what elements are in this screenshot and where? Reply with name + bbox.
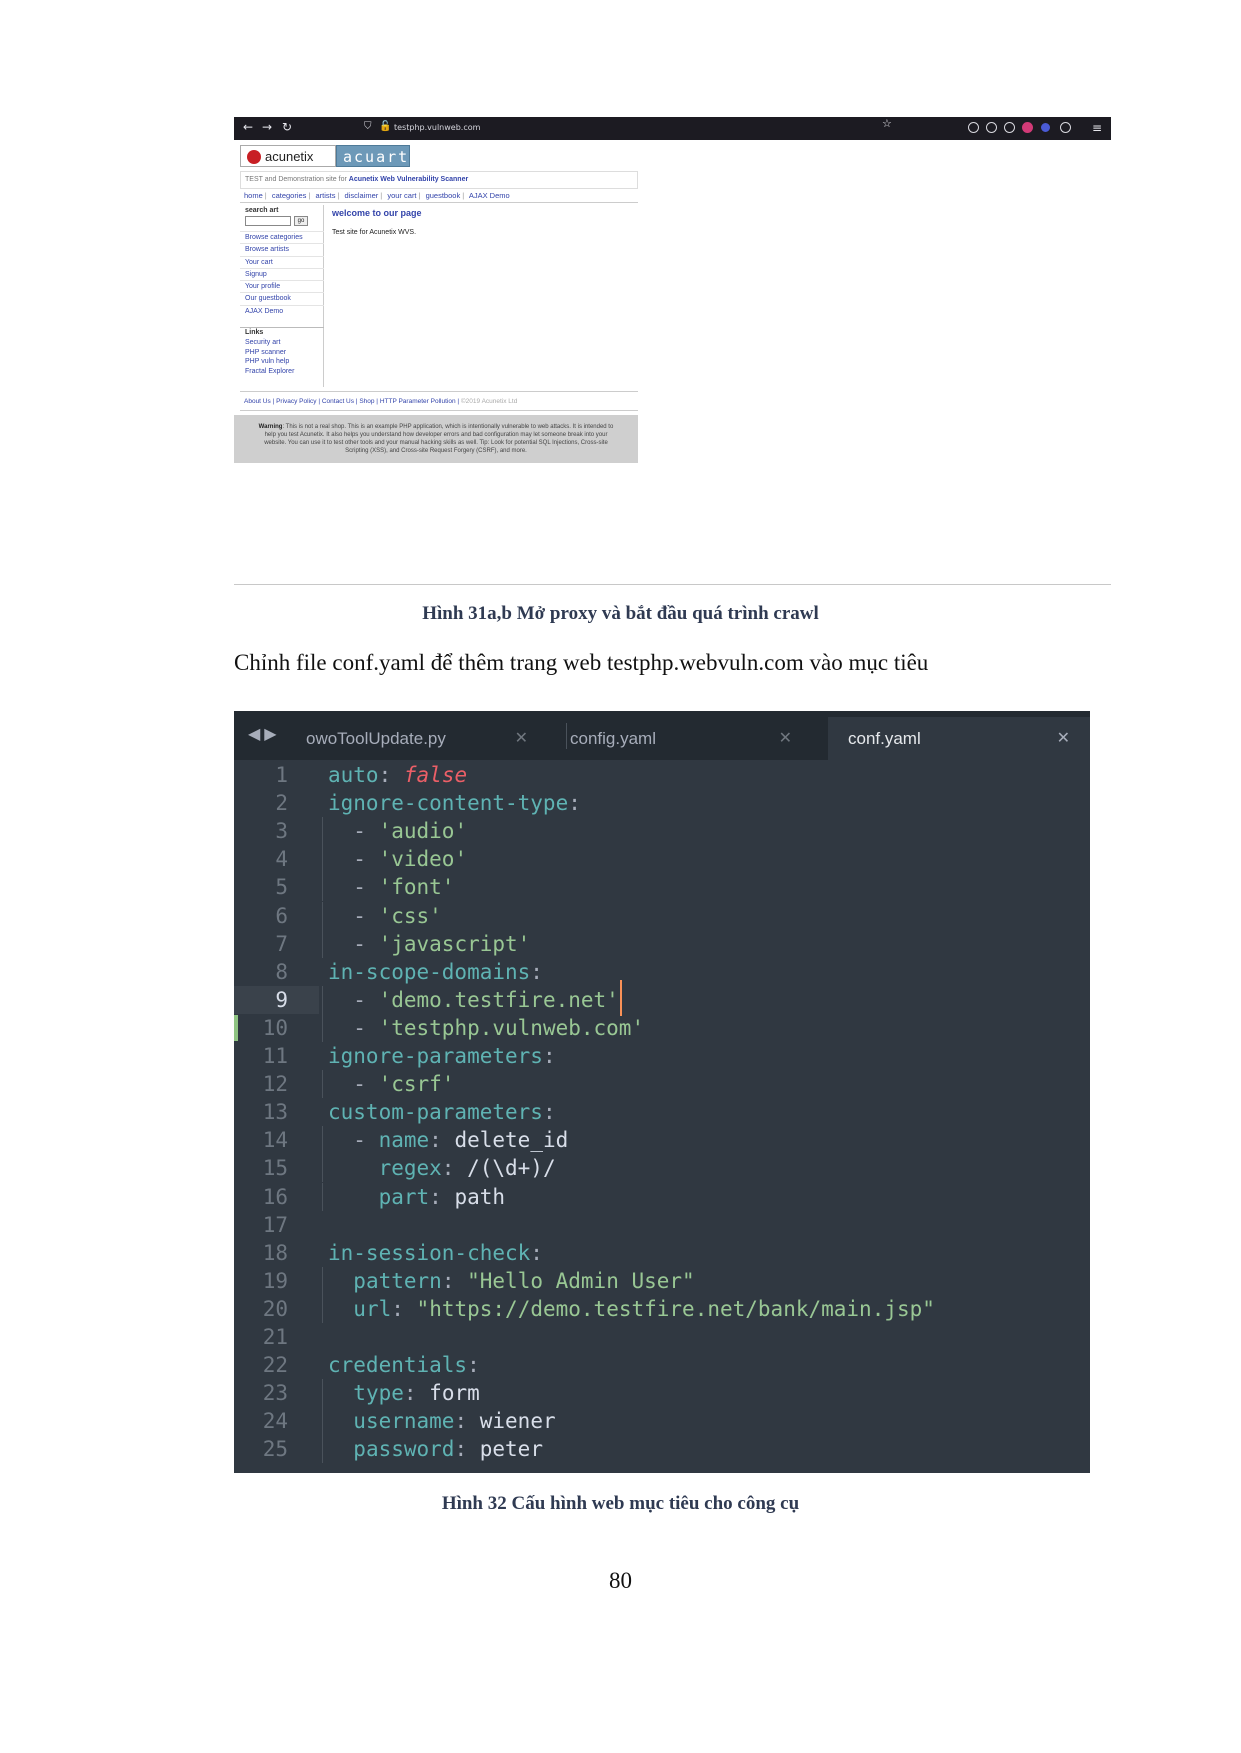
indent-guide (322, 1295, 323, 1323)
indent-guide (322, 902, 323, 930)
pocket-icon[interactable] (968, 122, 979, 133)
warning-banner: Warning: This is not a real shop. This is an example PHP application, which is intentionally vulnerable to web attacks. It is intended to help you test Acunetix. It also helps you understand how developer errors and bad configuration may let someone break into your website. You can use it to test other tools and your manual hacking skills as well. Tip: Look for potential SQL Injections, Cross-site Scripting (XSS), and Cross-site Request Forgery (CSRF), and more. (234, 415, 638, 463)
line-number: 2 (275, 791, 288, 816)
site-footer: About Us | Privacy Policy | Contact Us | Shop | HTTP Parameter Pollution | ©2019 Acunetix Ltd (240, 391, 638, 411)
search-go-button[interactable]: go (294, 216, 308, 226)
bookmark-star-icon[interactable]: ☆ (882, 117, 892, 130)
acunetix-logo: acunetix (240, 145, 336, 167)
line-number: 9 (275, 987, 288, 1012)
indent-guide (322, 1014, 323, 1042)
address-bar[interactable] (364, 121, 924, 136)
figure-divider (234, 584, 1111, 585)
footer-link[interactable]: About Us (244, 398, 271, 405)
line-number: 17 (262, 1212, 288, 1237)
line-number: 15 (262, 1156, 288, 1181)
body-paragraph: Chỉnh file conf.yaml để thêm trang web testphp.webvuln.com vào mục tiêu (234, 650, 929, 675)
nav-categories[interactable]: categories (271, 191, 307, 200)
figure-32-caption: Hình 32 Cấu hình web mục tiêu cho công cụ (441, 1493, 800, 1514)
code-line: url: "https://demo.testfire.net/bank/main.jsp" (353, 1296, 935, 1321)
page-number: 80 (609, 1568, 632, 1593)
tab-bar (234, 711, 1090, 760)
extra-link[interactable]: PHP vuln help (245, 358, 290, 365)
code-line: - 'css' (353, 903, 442, 928)
line-number: 10 (262, 1015, 288, 1040)
line-number: 18 (262, 1240, 288, 1265)
line-number: 5 (275, 875, 288, 900)
indent-guide (322, 845, 323, 873)
line-number: 22 (262, 1353, 288, 1378)
code-line: credentials: (328, 1353, 480, 1378)
sidebar-link[interactable]: Your cart (240, 256, 324, 268)
back-icon[interactable]: ← (243, 120, 254, 134)
footer-link[interactable]: Contact Us (321, 398, 354, 405)
line-number: 25 (262, 1437, 288, 1462)
sidebar-link[interactable]: Your profile (240, 280, 324, 292)
welcome-text: Test site for Acunetix WVS. (332, 229, 417, 236)
footer-link[interactable]: HTTP Parameter Pollution (379, 398, 456, 405)
indent-guide (322, 1154, 323, 1182)
nav-guestbook[interactable]: guestbook (425, 191, 461, 200)
line-number: 19 (262, 1268, 288, 1293)
search-input[interactable] (245, 216, 291, 226)
indent-guide (322, 986, 323, 1014)
line-number: 12 (262, 1072, 288, 1097)
nav-home[interactable]: home (244, 191, 263, 200)
code-line: in-session-check: (328, 1240, 543, 1265)
line-number: 3 (275, 819, 288, 844)
shield-icon: ⛉ (364, 121, 372, 132)
indent-guide (322, 930, 323, 958)
indent-guide (322, 1379, 323, 1407)
links-heading: Links (240, 327, 324, 338)
hamburger-menu-icon[interactable]: ≡ (1092, 121, 1103, 135)
line-number: 16 (262, 1184, 288, 1209)
browser-screenshot (234, 117, 1111, 475)
close-icon[interactable]: ✕ (1056, 728, 1070, 747)
addon-blue-icon[interactable] (1041, 123, 1050, 132)
code-line: - name: delete_id (353, 1128, 569, 1153)
indent-guide (322, 1435, 323, 1463)
addon-pink-icon[interactable] (1022, 122, 1033, 133)
line-number: 11 (262, 1044, 288, 1068)
sidebar-link[interactable]: AJAX Demo (240, 305, 324, 317)
nav-disclaimer[interactable]: disclaimer (344, 191, 379, 200)
extension-icon[interactable] (1004, 122, 1015, 133)
url-text: testphp.vulnweb.com (394, 123, 481, 132)
nav-artists[interactable]: artists (315, 191, 336, 200)
sidebar-link[interactable]: Browse categories (240, 231, 324, 243)
tab-config[interactable]: config.yaml ✕ (570, 728, 792, 748)
close-icon[interactable]: ✕ (514, 728, 528, 747)
line-number: 20 (262, 1296, 288, 1321)
indent-guide (322, 1126, 323, 1154)
search-label: search art (245, 207, 279, 214)
reload-icon[interactable]: ↻ (282, 120, 293, 134)
code-line: - 'font' (353, 875, 455, 900)
acunetix-mark-icon (247, 150, 261, 164)
acuart-logo: acuart (336, 145, 410, 167)
indent-guide (322, 817, 323, 845)
line-number: 14 (262, 1128, 288, 1153)
site-tagline: TEST and Demonstration site for Acunetix Web Vulnerability Scanner (240, 171, 638, 189)
footer-link[interactable]: Privacy Policy (276, 398, 317, 405)
code-line: - 'testphp.vulnweb.com' (353, 1015, 645, 1040)
sidebar-link[interactable]: Browse artists (240, 243, 324, 255)
code-line: - 'video' (353, 847, 468, 872)
code-line: password: peter (353, 1437, 543, 1462)
indent-guide (322, 1407, 323, 1435)
nav-ajax-demo[interactable]: AJAX Demo (468, 191, 510, 200)
tab-owotoolupdate[interactable]: owoToolUpdate.py ✕ (306, 728, 528, 748)
code-line: - 'demo.testfire.net' (353, 987, 619, 1012)
close-icon[interactable]: ✕ (778, 728, 792, 747)
account-icon[interactable] (986, 122, 997, 133)
code-line: - 'javascript' (353, 931, 531, 956)
code-line: type: form (353, 1381, 480, 1406)
forward-icon[interactable]: → (262, 120, 273, 134)
indent-guide (322, 1070, 323, 1098)
nav-cart[interactable]: your cart (387, 191, 417, 200)
line-number: 21 (262, 1325, 288, 1349)
tab-nav-arrows-icon[interactable]: ◀▶ (248, 724, 281, 743)
code-line: regex: /(\d+)/ (378, 1156, 556, 1181)
indent-guide (322, 873, 323, 901)
extra-link[interactable]: Security art (245, 339, 281, 346)
code-editor (234, 711, 1090, 1473)
indent-guide (322, 1267, 323, 1295)
tab-conf-active[interactable]: conf.yaml ✕ (828, 717, 1090, 760)
line-number: 13 (262, 1100, 288, 1125)
footer-link[interactable]: Shop (359, 398, 375, 405)
code-line: - 'audio' (353, 819, 468, 844)
line-number: 23 (262, 1381, 288, 1406)
extra-link[interactable]: Fractal Explorer (245, 367, 295, 375)
line-number: 1 (275, 763, 288, 787)
code-line: - 'csrf' (353, 1072, 455, 1097)
text-caret (620, 980, 622, 1016)
lock-icon: 🔓 (379, 121, 392, 132)
site-sidebar (240, 205, 324, 387)
code-line: ignore-content-type: (328, 791, 581, 816)
code-line: part: path (378, 1184, 506, 1209)
line-number: 4 (275, 847, 288, 872)
line-number: 7 (275, 931, 288, 956)
top-nav: home | categories | artists | disclaimer | your cart | guestbook | AJAX Demo (240, 189, 638, 203)
settings-icon[interactable] (1060, 122, 1071, 133)
code-line: custom-parameters: (328, 1100, 556, 1125)
line-number: 6 (275, 903, 288, 928)
sidebar-link[interactable]: Signup (240, 268, 324, 280)
indent-guide (322, 1183, 323, 1211)
figure-31-caption: Hình 31a,b Mở proxy và bắt đầu quá trình crawl (422, 603, 819, 624)
footer-copyright: ©2019 Acunetix Ltd (460, 398, 518, 405)
code-line: in-scope-domains: (328, 959, 543, 984)
code-line: pattern: "Hello Admin User" (353, 1268, 695, 1293)
extra-link[interactable]: PHP scanner (245, 348, 287, 356)
code-line: ignore-parameters: (328, 1044, 556, 1068)
line-number: 24 (262, 1409, 288, 1434)
browser-toolbar (234, 117, 1111, 140)
scanner-link[interactable]: Acunetix Web Vulnerability Scanner (348, 176, 469, 183)
acunetix-test-site (240, 145, 638, 467)
welcome-title: welcome to our page (332, 208, 422, 218)
line-number: 8 (275, 959, 288, 984)
code-line: username: wiener (353, 1409, 556, 1434)
code-line: auto: false (328, 763, 468, 787)
sidebar-link[interactable]: Our guestbook (240, 292, 324, 304)
